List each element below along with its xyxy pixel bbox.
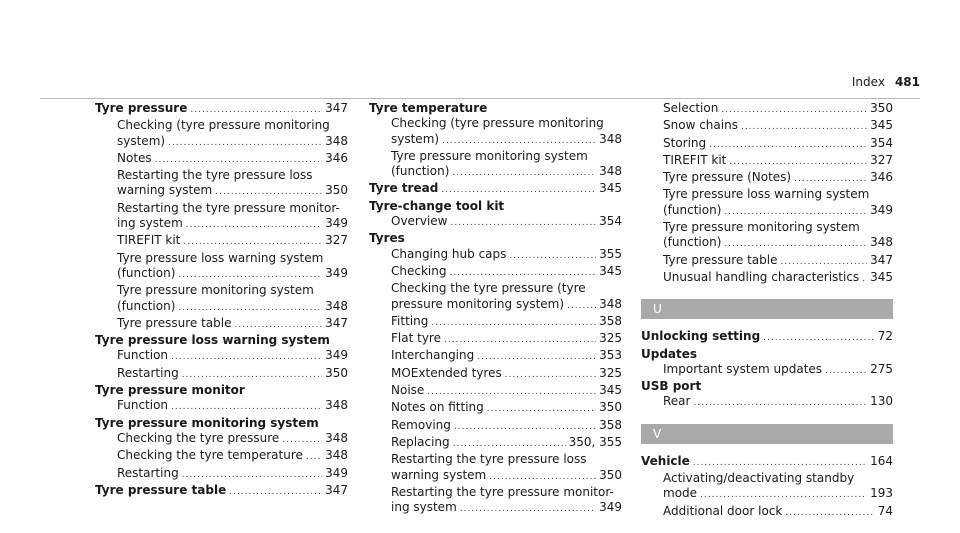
subentry (369, 247, 622, 264)
subentry-text: Tyre pressure loss warning system (117, 250, 324, 265)
subentry-page: 327 (870, 152, 893, 167)
subentry-page: 354 (870, 135, 893, 150)
subentry-page: 350 (325, 365, 348, 380)
header-rule (40, 98, 920, 99)
subentry (641, 504, 893, 521)
subentry (369, 331, 622, 348)
subentry (641, 153, 893, 170)
subentry-label: Notes (117, 150, 152, 165)
subentry-label: MOExtended tyres (391, 365, 502, 380)
subentry (95, 216, 348, 233)
subentry-page: 354 (599, 214, 622, 229)
entry-title: Tyre tread (369, 181, 439, 196)
subentry-page: 358 (599, 313, 622, 328)
subentry-label: (function) (117, 265, 176, 280)
entry-page: 347 (325, 101, 348, 115)
subentry-page: 350 (870, 101, 893, 115)
subentry-label: Tyre pressure (Notes) (663, 170, 792, 185)
subentry-label: TIREFIT kit (663, 152, 727, 167)
subentry-label: Selection (663, 101, 719, 115)
subentry (641, 170, 893, 187)
subentry-text: Checking (tyre pressure monitoring (391, 116, 604, 131)
subentry-label: (function) (663, 202, 722, 217)
subentry-label: warning system (391, 467, 487, 482)
section-header-u: U (641, 299, 893, 319)
subentry-label: pressure monitoring system) (391, 296, 565, 311)
subentry (95, 183, 348, 200)
subentry (95, 448, 348, 465)
subentry-label: ing system (117, 216, 183, 231)
subentry-page: 347 (325, 315, 348, 330)
subentry (641, 394, 893, 411)
subentry-label: Removing (391, 417, 451, 432)
subentry-page: 347 (870, 252, 893, 267)
subentry-page: 346 (325, 150, 348, 165)
subentry (95, 316, 348, 333)
subentry-page: 355 (599, 246, 622, 261)
subentry-label: Replacing (391, 434, 450, 449)
subentry-page: 345 (870, 269, 893, 284)
index-column-3 (641, 101, 893, 521)
subentry-text: Activating/deactivating standby (663, 471, 855, 486)
subentry-page: 348 (325, 430, 348, 445)
subentry-label: Noise (391, 383, 425, 398)
subentry (369, 418, 622, 435)
subentry-page: 350 (325, 183, 348, 198)
entry-page: 164 (870, 453, 893, 468)
subentry-page: 350 (599, 467, 622, 482)
subentry (95, 151, 348, 168)
subentry-page: 325 (599, 365, 622, 380)
subentry-label: Tyre pressure table (663, 252, 778, 267)
subentry (369, 500, 622, 517)
subentry-label: Rear (663, 394, 691, 409)
subentry-label: Notes on fitting (391, 400, 484, 415)
index-heading-usb-port: USB port (641, 379, 702, 394)
subentry (95, 299, 348, 316)
entry-title: Tyre pressure (95, 101, 188, 115)
subentry-label: Unusual handling characteristics (663, 269, 860, 284)
subentry-label: (function) (391, 164, 450, 179)
subentry-text: Restarting the tyre pressure monitor- (391, 484, 614, 499)
subentry (641, 118, 893, 135)
subentry (641, 101, 893, 118)
subentry (641, 486, 893, 503)
index-heading-unlocking-setting (641, 329, 893, 346)
subentry (641, 203, 893, 220)
subentry-page: 275 (870, 361, 893, 376)
subentry (369, 132, 622, 149)
subentry-text: Restarting the tyre pressure loss (391, 452, 587, 467)
subentry-text: Checking the tyre pressure (tyre (391, 281, 586, 296)
subentry (641, 270, 893, 287)
index-column-1 (95, 101, 348, 500)
subentry-page: 349 (325, 465, 348, 480)
subentry (641, 253, 893, 270)
index-heading-tyres: Tyres (369, 231, 405, 246)
subentry (95, 398, 348, 415)
subentry-label: TIREFIT kit (117, 233, 181, 248)
subentry-label: Restarting (117, 365, 179, 380)
subentry (369, 164, 622, 181)
subentry-label: Checking (391, 263, 447, 278)
subentry-page: 348 (870, 235, 893, 250)
entry-title: Unlocking setting (641, 329, 761, 344)
subentry (369, 264, 622, 281)
subentry (95, 466, 348, 483)
subentry-page: 193 (870, 486, 893, 501)
subentry-page: 345 (870, 118, 893, 133)
index-column-2 (369, 101, 622, 517)
subentry-page: 349 (870, 202, 893, 217)
subentry-page: 358 (599, 417, 622, 432)
index-heading-tyre-pressure-loss: Tyre pressure loss warning system (95, 333, 330, 348)
subentry-label: Important system updates (663, 361, 823, 376)
entry-title: Vehicle (641, 453, 690, 468)
subentry-page: 349 (325, 216, 348, 231)
subentry-label: system) (117, 133, 166, 148)
subentry (369, 366, 622, 383)
subentry-text: Restarting the tyre pressure loss (117, 168, 313, 183)
subentry (95, 431, 348, 448)
subentry-text: Tyre pressure monitoring system (117, 283, 314, 298)
index-heading-tyre-temperature: Tyre temperature (369, 101, 488, 115)
entry-page: 347 (325, 482, 348, 497)
subentry-label: Storing (663, 135, 707, 150)
index-heading-vehicle (641, 454, 893, 471)
section-header-v: V (641, 424, 893, 444)
subentry-label: mode (663, 486, 698, 501)
subentry-label: Checking the tyre temperature (117, 448, 303, 463)
subentry-label: Restarting (117, 465, 179, 480)
subentry-label: Interchanging (391, 348, 475, 363)
subentry-page: 346 (870, 170, 893, 185)
subentry (369, 383, 622, 400)
index-heading-tyre-pressure (95, 101, 348, 118)
subentry (369, 297, 622, 314)
subentry-label: Checking the tyre pressure (117, 430, 280, 445)
entry-page: 72 (877, 329, 893, 344)
subentry (641, 136, 893, 153)
subentry-page: 325 (599, 331, 622, 346)
subentry (95, 233, 348, 250)
subentry (369, 435, 622, 452)
subentry-text: Checking (tyre pressure monitoring (117, 118, 330, 133)
index-heading-tyre-pressure-table (95, 483, 348, 500)
subentry-label: system) (391, 131, 440, 146)
subentry-label: Changing hub caps (391, 246, 507, 261)
subentry-page: 348 (325, 133, 348, 148)
subentry-label: warning system (117, 183, 213, 198)
subentry-label: Additional door lock (663, 503, 783, 518)
subentry (95, 266, 348, 283)
subentry-label: (function) (117, 298, 176, 313)
subentry-label: Function (117, 348, 169, 363)
subentry-text: Tyre pressure loss warning system (663, 187, 870, 202)
index-heading-tyre-pressure-monitor: Tyre pressure monitor (95, 383, 245, 398)
subentry-page: 130 (870, 394, 893, 409)
index-heading-tyre-pressure-monitoring: Tyre pressure monitoring system (95, 415, 319, 430)
subentry-page: 345 (599, 383, 622, 398)
subentry-page: 350, 355 (568, 434, 622, 449)
subentry (95, 348, 348, 365)
subentry-page: 74 (877, 503, 893, 518)
subentry-label: Overview (391, 214, 448, 229)
subentry (95, 134, 348, 151)
subentry-page: 327 (325, 233, 348, 248)
subentry-page: 350 (599, 400, 622, 415)
subentry-text: Tyre pressure monitoring system (391, 148, 588, 163)
subentry-label: (function) (663, 235, 722, 250)
index-heading-tyre-tread (369, 181, 622, 198)
subentry-page: 348 (325, 298, 348, 313)
subentry-page: 349 (325, 265, 348, 280)
subentry (369, 400, 622, 417)
subentry-label: Tyre pressure table (117, 315, 232, 330)
subentry-label: ing system (391, 500, 457, 515)
subentry-text: Restarting the tyre pressure monitor- (117, 200, 340, 215)
index-heading-updates: Updates (641, 346, 698, 361)
subentry (641, 362, 893, 379)
subentry (369, 214, 622, 231)
subentry-page: 348 (325, 398, 348, 413)
subentry-page: 349 (325, 348, 348, 363)
subentry (369, 348, 622, 365)
subentry (369, 314, 622, 331)
subentry (641, 235, 893, 252)
entry-page: 345 (599, 181, 622, 196)
subentry-label: Fitting (391, 313, 429, 328)
subentry-label: Function (117, 398, 169, 413)
section-name: Index (851, 75, 885, 89)
subentry-page: 353 (599, 348, 622, 363)
subentry (369, 468, 622, 485)
entry-title: Tyre pressure table (95, 482, 227, 497)
subentry-page: 348 (599, 296, 622, 311)
subentry-page: 349 (599, 500, 622, 515)
page-number: 481 (894, 75, 920, 89)
subentry-page: 345 (599, 263, 622, 278)
subentry-label: Flat tyre (391, 331, 441, 346)
subentry (95, 366, 348, 383)
page-header (852, 75, 920, 89)
subentry-page: 348 (599, 131, 622, 146)
subentry-text: Tyre pressure monitoring system (663, 220, 860, 235)
subentry-label: Snow chains (663, 118, 738, 133)
subentry-page: 348 (325, 448, 348, 463)
subentry-page: 348 (599, 164, 622, 179)
index-heading-tyre-change-tool-kit: Tyre-change tool kit (369, 198, 505, 213)
